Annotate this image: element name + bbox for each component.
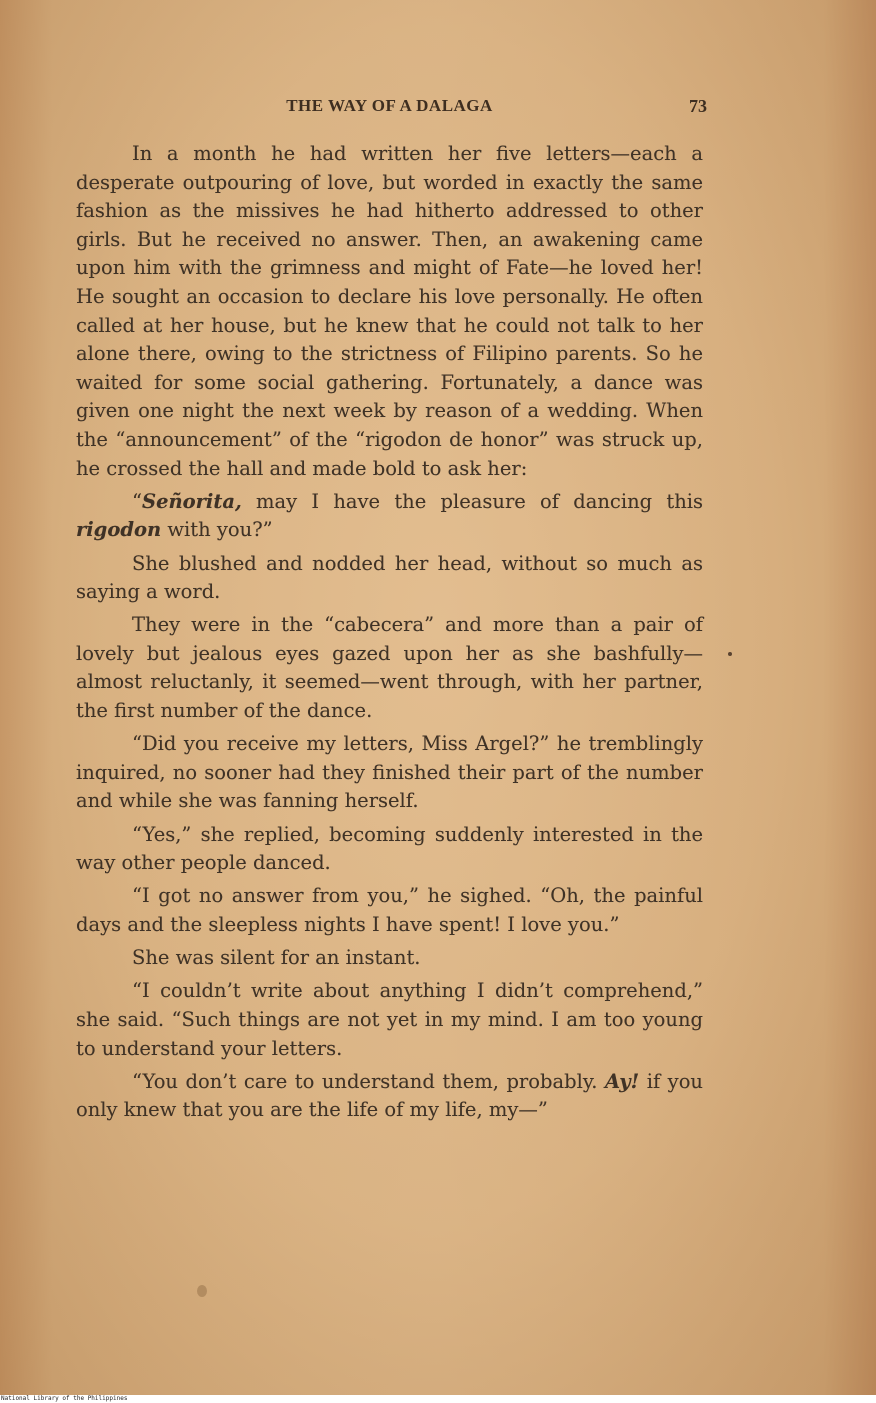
body-text (76, 140, 703, 1130)
text-run: “ (132, 489, 142, 513)
emphasis-text: Ay! (604, 1069, 640, 1093)
paragraph: “I couldn’t write about anything I didn’t comprehend,” she said. “Such things are not yet in my mind. I am too young to understand your letters. (76, 979, 703, 1060)
page-number: 73 (689, 96, 707, 116)
paragraph (76, 488, 703, 545)
text-run: with you?” (161, 518, 273, 542)
paper-speck (197, 1285, 207, 1297)
paragraph: She was silent for an instant. (132, 946, 421, 970)
text-run: may I have the pleasure of dancing this (241, 489, 703, 513)
running-title: THE WAY OF A DALAGA (286, 96, 493, 115)
paragraph (76, 1068, 703, 1125)
emphasis-text: rigodon (76, 518, 162, 542)
library-credit: National Library of the Philippines (1, 1395, 128, 1402)
text-run: “You don’t care to understand them, probably. (132, 1069, 605, 1093)
paragraph: “Yes,” she replied, becoming suddenly interested in the way other people danced. (76, 822, 703, 875)
footer-strip (0, 1395, 876, 1403)
paragraph: She blushed and nodded her head, without so much as saying a word. (76, 551, 703, 604)
paragraph: “I got no answer from you,” he sighed. “Oh, the painful days and the sleepless nights I have spent! I love you.” (76, 884, 703, 936)
paper-speck (728, 652, 732, 656)
paragraph: They were in the “cabecera” and more than a pair of lovely but jealous eyes gazed upon her as she bashfully—almost reluctanly, it seemed—went through, with her partner, the first number of the dance. (76, 613, 703, 723)
paragraph: In a month he had written her five letters—each a desperate outpouring of love, but worded in exactly the same fashion as the missives he had hitherto addressed to other girls. But he received no answer. Then, an awakening came upon him with the grimness and might of Fate—he loved her! He sought an occasion to declare his love personally. He often called at her house, but he knew that he could not talk to her alone there, owing to the strictness of Filipino parents. So he waited for some social gathering. Fortunately, a dance was given one night the next week by reason of a wedding. When the “announcement” of the “rigodon de honor” was struck up, he crossed the hall and made bold to ask her: (76, 142, 703, 480)
running-head (76, 96, 707, 120)
text-run: if you only knew that you are the life of my life, my—” (76, 1069, 703, 1122)
paragraph: “Did you receive my letters, Miss Argel?” he tremblingly inquired, no sooner had they finished their part of the number and while she was fanning herself. (76, 732, 703, 813)
emphasis-text: Señorita, (141, 489, 242, 513)
